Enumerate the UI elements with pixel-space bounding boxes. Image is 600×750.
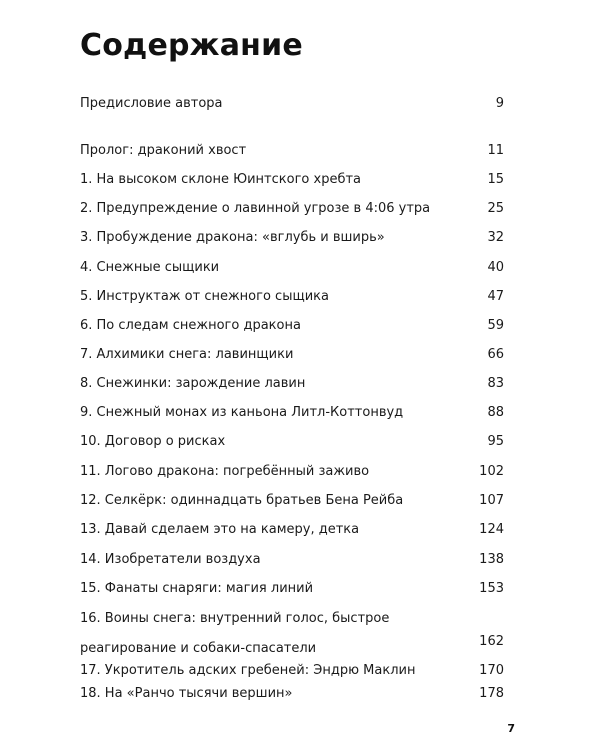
toc-entry-label: Пролог: драконий хвост (80, 143, 247, 158)
toc-entry-page: 83 (487, 376, 504, 391)
toc-entry-label: 18. На «Ранчо тысячи вершин» (80, 686, 293, 701)
toc-entry-page: 59 (487, 318, 504, 333)
toc-entry-page: 124 (479, 522, 504, 537)
toc-entry-label: 7. Алхимики снега: лавинщики (80, 347, 294, 362)
toc-entry-label: 3. Пробуждение дракона: «вглубь и вширь» (80, 230, 385, 245)
toc-entry-label: Предисловие автора (80, 96, 223, 111)
toc-entry-page: 162 (479, 634, 504, 649)
toc-entry-label: 11. Логово дракона: погребённый заживо (80, 464, 370, 479)
toc-entry-page: 47 (487, 289, 504, 304)
toc-entry-label: 15. Фанаты снаряги: магия линий (80, 581, 314, 596)
toc-entry-label: 1. На высоком склоне Юинтского хребта (80, 172, 361, 187)
page-title: Содержание (80, 28, 303, 63)
toc-entry-label: 16. Воины снега: внутренний голос, быстрое реагирование и собаки-спасатели (80, 611, 390, 656)
toc-entry-page: 102 (479, 464, 504, 479)
toc-entry-page: 9 (495, 96, 504, 111)
toc-entry-page: 40 (487, 260, 504, 275)
toc-entry-page: 107 (479, 493, 504, 508)
toc-entry-label: 17. Укротитель адских гребеней: Эндрю Маклин (80, 663, 416, 678)
toc-entry-page: 95 (487, 434, 504, 449)
toc-entry-page: 138 (479, 552, 504, 567)
toc-entry-page: 25 (487, 201, 504, 216)
toc-entry-label: 8. Снежинки: зарождение лавин (80, 376, 306, 391)
toc-entry-page: 11 (487, 143, 504, 158)
toc-entry-page: 66 (487, 347, 504, 362)
toc-entry-page: 153 (479, 581, 504, 596)
toc-entry-page: 15 (487, 172, 504, 187)
toc-entry-label: 5. Инструктаж от снежного сыщика (80, 289, 329, 304)
toc-entry-label: 9. Снежный монах из каньона Литл-Коттонвуд (80, 405, 404, 420)
toc-entry-page: 170 (479, 663, 504, 678)
page-number: 7 (507, 722, 515, 735)
toc-entry-label: 4. Снежные сыщики (80, 260, 220, 275)
toc-entry-label: 12. Селкёрк: одиннадцать братьев Бена Рейба (80, 493, 404, 508)
toc-entry-page: 88 (487, 405, 504, 420)
toc-entry-label: 13. Давай сделаем это на камеру, детка (80, 522, 360, 537)
toc-entry-label: 14. Изобретатели воздуха (80, 552, 261, 567)
toc-entry-page: 32 (487, 230, 504, 245)
toc-entry-label: 10. Договор о рисках (80, 434, 226, 449)
toc-entry-page: 178 (479, 686, 504, 701)
toc-entry-label: 6. По следам снежного дракона (80, 318, 301, 333)
toc-entry-label: 2. Предупреждение о лавинной угрозе в 4:06 утра (80, 201, 431, 216)
